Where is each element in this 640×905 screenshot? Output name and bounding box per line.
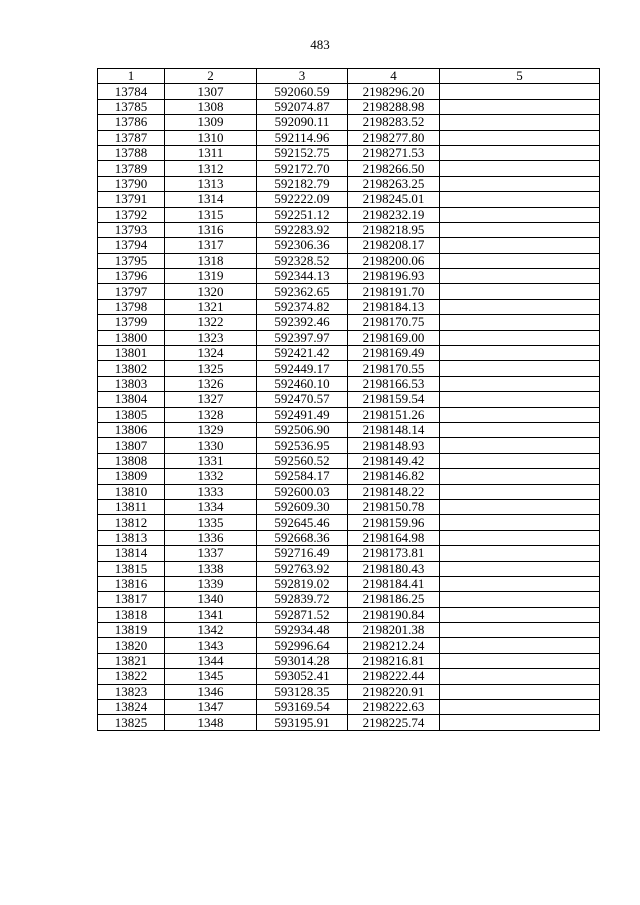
coordinate-y-cell: 2198283.52 bbox=[348, 115, 440, 130]
note-cell bbox=[440, 392, 600, 407]
coordinate-y-cell: 2198148.22 bbox=[348, 484, 440, 499]
coordinate-y-cell: 2198148.14 bbox=[348, 422, 440, 437]
note-cell bbox=[440, 546, 600, 561]
object-number-cell: 1323 bbox=[165, 330, 257, 345]
note-cell bbox=[440, 623, 600, 638]
point-number-cell: 13811 bbox=[98, 499, 165, 514]
note-cell bbox=[440, 669, 600, 684]
point-number-cell: 13824 bbox=[98, 700, 165, 715]
coordinate-y-cell: 2198216.81 bbox=[348, 653, 440, 668]
coordinate-x-cell: 592074.87 bbox=[257, 99, 348, 114]
point-number-cell: 13798 bbox=[98, 299, 165, 314]
note-cell bbox=[440, 207, 600, 222]
coordinate-x-cell: 592152.75 bbox=[257, 145, 348, 160]
object-number-cell: 1347 bbox=[165, 700, 257, 715]
note-cell bbox=[440, 438, 600, 453]
point-number-cell: 13792 bbox=[98, 207, 165, 222]
object-number-cell: 1336 bbox=[165, 530, 257, 545]
table-row bbox=[98, 422, 600, 437]
point-number-cell: 13817 bbox=[98, 592, 165, 607]
coordinate-y-cell: 2198180.43 bbox=[348, 561, 440, 576]
point-number-cell: 13806 bbox=[98, 422, 165, 437]
table-row bbox=[98, 484, 600, 499]
point-number-cell: 13785 bbox=[98, 99, 165, 114]
coordinate-y-cell: 2198184.13 bbox=[348, 299, 440, 314]
table-row bbox=[98, 407, 600, 422]
object-number-cell: 1337 bbox=[165, 546, 257, 561]
coordinate-x-cell: 592819.02 bbox=[257, 576, 348, 591]
object-number-cell: 1309 bbox=[165, 115, 257, 130]
coordinate-x-cell: 592421.42 bbox=[257, 346, 348, 361]
note-cell bbox=[440, 238, 600, 253]
object-number-cell: 1332 bbox=[165, 469, 257, 484]
column-header-3: 3 bbox=[257, 69, 348, 84]
note-cell bbox=[440, 422, 600, 437]
point-number-cell: 13799 bbox=[98, 315, 165, 330]
point-number-cell: 13797 bbox=[98, 284, 165, 299]
coordinate-y-cell: 2198149.42 bbox=[348, 453, 440, 468]
table-row bbox=[98, 607, 600, 622]
point-number-cell: 13812 bbox=[98, 515, 165, 530]
table-row bbox=[98, 253, 600, 268]
coordinate-y-cell: 2198222.63 bbox=[348, 700, 440, 715]
object-number-cell: 1312 bbox=[165, 161, 257, 176]
note-cell bbox=[440, 299, 600, 314]
coordinate-x-cell: 593014.28 bbox=[257, 653, 348, 668]
coordinate-x-cell: 592328.52 bbox=[257, 253, 348, 268]
object-number-cell: 1315 bbox=[165, 207, 257, 222]
page-number: 483 bbox=[310, 37, 330, 52]
column-header-5: 5 bbox=[440, 69, 600, 84]
coordinate-x-cell: 592560.52 bbox=[257, 453, 348, 468]
point-number-cell: 13795 bbox=[98, 253, 165, 268]
object-number-cell: 1344 bbox=[165, 653, 257, 668]
coordinates-table bbox=[97, 68, 600, 731]
note-cell bbox=[440, 607, 600, 622]
coordinate-y-cell: 2198271.53 bbox=[348, 145, 440, 160]
note-cell bbox=[440, 130, 600, 145]
object-number-cell: 1307 bbox=[165, 84, 257, 99]
coordinate-y-cell: 2198148.93 bbox=[348, 438, 440, 453]
coordinate-x-cell: 592491.49 bbox=[257, 407, 348, 422]
table-row bbox=[98, 99, 600, 114]
object-number-cell: 1345 bbox=[165, 669, 257, 684]
note-cell bbox=[440, 700, 600, 715]
coordinate-x-cell: 592182.79 bbox=[257, 176, 348, 191]
point-number-cell: 13787 bbox=[98, 130, 165, 145]
table-row bbox=[98, 623, 600, 638]
coordinate-x-cell: 592609.30 bbox=[257, 499, 348, 514]
table-row bbox=[98, 376, 600, 391]
coordinate-y-cell: 2198186.25 bbox=[348, 592, 440, 607]
table-row bbox=[98, 222, 600, 237]
coordinate-y-cell: 2198222.44 bbox=[348, 669, 440, 684]
coordinate-x-cell: 592306.36 bbox=[257, 238, 348, 253]
object-number-cell: 1325 bbox=[165, 361, 257, 376]
object-number-cell: 1316 bbox=[165, 222, 257, 237]
point-number-cell: 13790 bbox=[98, 176, 165, 191]
coordinate-y-cell: 2198173.81 bbox=[348, 546, 440, 561]
object-number-cell: 1348 bbox=[165, 715, 257, 730]
coordinate-y-cell: 2198225.74 bbox=[348, 715, 440, 730]
note-cell bbox=[440, 638, 600, 653]
coordinate-y-cell: 2198218.95 bbox=[348, 222, 440, 237]
object-number-cell: 1308 bbox=[165, 99, 257, 114]
coordinate-x-cell: 592996.64 bbox=[257, 638, 348, 653]
object-number-cell: 1310 bbox=[165, 130, 257, 145]
note-cell bbox=[440, 484, 600, 499]
table-row bbox=[98, 176, 600, 191]
column-header-2: 2 bbox=[165, 69, 257, 84]
coordinate-x-cell: 592114.96 bbox=[257, 130, 348, 145]
object-number-cell: 1341 bbox=[165, 607, 257, 622]
point-number-cell: 13818 bbox=[98, 607, 165, 622]
note-cell bbox=[440, 515, 600, 530]
table-row bbox=[98, 207, 600, 222]
table-row bbox=[98, 546, 600, 561]
note-cell bbox=[440, 84, 600, 99]
point-number-cell: 13810 bbox=[98, 484, 165, 499]
point-number-cell: 13815 bbox=[98, 561, 165, 576]
object-number-cell: 1313 bbox=[165, 176, 257, 191]
coordinate-x-cell: 592392.46 bbox=[257, 315, 348, 330]
coordinate-x-cell: 592839.72 bbox=[257, 592, 348, 607]
table-row bbox=[98, 638, 600, 653]
point-number-cell: 13788 bbox=[98, 145, 165, 160]
point-number-cell: 13808 bbox=[98, 453, 165, 468]
coordinate-x-cell: 592600.03 bbox=[257, 484, 348, 499]
note-cell bbox=[440, 684, 600, 699]
coordinate-y-cell: 2198170.75 bbox=[348, 315, 440, 330]
coordinate-x-cell: 593169.54 bbox=[257, 700, 348, 715]
note-cell bbox=[440, 715, 600, 730]
note-cell bbox=[440, 222, 600, 237]
coordinate-x-cell: 592645.46 bbox=[257, 515, 348, 530]
object-number-cell: 1338 bbox=[165, 561, 257, 576]
table-row bbox=[98, 315, 600, 330]
point-number-cell: 13823 bbox=[98, 684, 165, 699]
coordinate-x-cell: 592172.70 bbox=[257, 161, 348, 176]
table-row bbox=[98, 576, 600, 591]
point-number-cell: 13786 bbox=[98, 115, 165, 130]
table-row bbox=[98, 192, 600, 207]
table-row bbox=[98, 145, 600, 160]
coordinate-x-cell: 592470.57 bbox=[257, 392, 348, 407]
note-cell bbox=[440, 576, 600, 591]
coordinate-x-cell: 592397.97 bbox=[257, 330, 348, 345]
column-header-4: 4 bbox=[348, 69, 440, 84]
object-number-cell: 1343 bbox=[165, 638, 257, 653]
note-cell bbox=[440, 99, 600, 114]
coordinate-y-cell: 2198190.84 bbox=[348, 607, 440, 622]
coordinate-x-cell: 592871.52 bbox=[257, 607, 348, 622]
table-row bbox=[98, 392, 600, 407]
point-number-cell: 13814 bbox=[98, 546, 165, 561]
table-row bbox=[98, 453, 600, 468]
note-cell bbox=[440, 330, 600, 345]
object-number-cell: 1334 bbox=[165, 499, 257, 514]
coordinate-y-cell: 2198169.49 bbox=[348, 346, 440, 361]
note-cell bbox=[440, 176, 600, 191]
table-row bbox=[98, 161, 600, 176]
object-number-cell: 1314 bbox=[165, 192, 257, 207]
object-number-cell: 1311 bbox=[165, 145, 257, 160]
coordinate-y-cell: 2198277.80 bbox=[348, 130, 440, 145]
point-number-cell: 13807 bbox=[98, 438, 165, 453]
table-row bbox=[98, 700, 600, 715]
coordinate-y-cell: 2198184.41 bbox=[348, 576, 440, 591]
table-row bbox=[98, 561, 600, 576]
object-number-cell: 1321 bbox=[165, 299, 257, 314]
note-cell bbox=[440, 376, 600, 391]
note-cell bbox=[440, 145, 600, 160]
coordinate-x-cell: 592668.36 bbox=[257, 530, 348, 545]
coordinate-y-cell: 2198288.98 bbox=[348, 99, 440, 114]
coordinate-y-cell: 2198146.82 bbox=[348, 469, 440, 484]
coordinate-y-cell: 2198232.19 bbox=[348, 207, 440, 222]
point-number-cell: 13796 bbox=[98, 269, 165, 284]
coordinate-y-cell: 2198266.50 bbox=[348, 161, 440, 176]
coordinate-x-cell: 592344.13 bbox=[257, 269, 348, 284]
object-number-cell: 1342 bbox=[165, 623, 257, 638]
point-number-cell: 13784 bbox=[98, 84, 165, 99]
coordinate-x-cell: 592460.10 bbox=[257, 376, 348, 391]
point-number-cell: 13825 bbox=[98, 715, 165, 730]
coordinate-x-cell: 593195.91 bbox=[257, 715, 348, 730]
note-cell bbox=[440, 161, 600, 176]
coordinate-y-cell: 2198159.96 bbox=[348, 515, 440, 530]
object-number-cell: 1326 bbox=[165, 376, 257, 391]
point-number-cell: 13789 bbox=[98, 161, 165, 176]
note-cell bbox=[440, 315, 600, 330]
object-number-cell: 1327 bbox=[165, 392, 257, 407]
note-cell bbox=[440, 407, 600, 422]
coordinate-x-cell: 592362.65 bbox=[257, 284, 348, 299]
coordinate-x-cell: 592283.92 bbox=[257, 222, 348, 237]
point-number-cell: 13803 bbox=[98, 376, 165, 391]
table-row bbox=[98, 115, 600, 130]
point-number-cell: 13804 bbox=[98, 392, 165, 407]
object-number-cell: 1319 bbox=[165, 269, 257, 284]
note-cell bbox=[440, 653, 600, 668]
point-number-cell: 13802 bbox=[98, 361, 165, 376]
table-row bbox=[98, 361, 600, 376]
coordinate-x-cell: 592060.59 bbox=[257, 84, 348, 99]
coordinate-y-cell: 2198208.17 bbox=[348, 238, 440, 253]
coordinate-y-cell: 2198263.25 bbox=[348, 176, 440, 191]
coordinate-y-cell: 2198151.26 bbox=[348, 407, 440, 422]
object-number-cell: 1333 bbox=[165, 484, 257, 499]
table-row bbox=[98, 238, 600, 253]
point-number-cell: 13819 bbox=[98, 623, 165, 638]
table-row bbox=[98, 499, 600, 514]
coordinate-y-cell: 2198201.38 bbox=[348, 623, 440, 638]
coordinate-x-cell: 592934.48 bbox=[257, 623, 348, 638]
coordinate-y-cell: 2198220.91 bbox=[348, 684, 440, 699]
object-number-cell: 1331 bbox=[165, 453, 257, 468]
coordinate-y-cell: 2198191.70 bbox=[348, 284, 440, 299]
note-cell bbox=[440, 284, 600, 299]
object-number-cell: 1320 bbox=[165, 284, 257, 299]
point-number-cell: 13809 bbox=[98, 469, 165, 484]
table-row bbox=[98, 299, 600, 314]
note-cell bbox=[440, 469, 600, 484]
table-row bbox=[98, 330, 600, 345]
point-number-cell: 13820 bbox=[98, 638, 165, 653]
coordinate-x-cell: 592449.17 bbox=[257, 361, 348, 376]
table-row bbox=[98, 669, 600, 684]
coordinate-x-cell: 593128.35 bbox=[257, 684, 348, 699]
table-header-row bbox=[98, 69, 600, 84]
object-number-cell: 1330 bbox=[165, 438, 257, 453]
object-number-cell: 1340 bbox=[165, 592, 257, 607]
note-cell bbox=[440, 253, 600, 268]
table-row bbox=[98, 346, 600, 361]
object-number-cell: 1324 bbox=[165, 346, 257, 361]
table-row bbox=[98, 284, 600, 299]
note-cell bbox=[440, 115, 600, 130]
point-number-cell: 13813 bbox=[98, 530, 165, 545]
object-number-cell: 1346 bbox=[165, 684, 257, 699]
coordinate-y-cell: 2198159.54 bbox=[348, 392, 440, 407]
table-row bbox=[98, 269, 600, 284]
point-number-cell: 13800 bbox=[98, 330, 165, 345]
table-row bbox=[98, 84, 600, 99]
coordinate-x-cell: 592716.49 bbox=[257, 546, 348, 561]
table-row bbox=[98, 530, 600, 545]
column-header-1: 1 bbox=[98, 69, 165, 84]
coordinate-x-cell: 592251.12 bbox=[257, 207, 348, 222]
coordinate-x-cell: 592536.95 bbox=[257, 438, 348, 453]
note-cell bbox=[440, 361, 600, 376]
point-number-cell: 13821 bbox=[98, 653, 165, 668]
point-number-cell: 13794 bbox=[98, 238, 165, 253]
coordinate-y-cell: 2198166.53 bbox=[348, 376, 440, 391]
coordinate-x-cell: 592763.92 bbox=[257, 561, 348, 576]
table-row bbox=[98, 684, 600, 699]
table-row bbox=[98, 130, 600, 145]
table-row bbox=[98, 715, 600, 730]
note-cell bbox=[440, 269, 600, 284]
object-number-cell: 1329 bbox=[165, 422, 257, 437]
table-row bbox=[98, 653, 600, 668]
coordinate-x-cell: 592506.90 bbox=[257, 422, 348, 437]
table-row bbox=[98, 592, 600, 607]
coordinate-y-cell: 2198169.00 bbox=[348, 330, 440, 345]
table-row bbox=[98, 469, 600, 484]
note-cell bbox=[440, 530, 600, 545]
object-number-cell: 1339 bbox=[165, 576, 257, 591]
point-number-cell: 13801 bbox=[98, 346, 165, 361]
note-cell bbox=[440, 561, 600, 576]
table-row bbox=[98, 438, 600, 453]
note-cell bbox=[440, 592, 600, 607]
note-cell bbox=[440, 453, 600, 468]
point-number-cell: 13793 bbox=[98, 222, 165, 237]
note-cell bbox=[440, 192, 600, 207]
object-number-cell: 1317 bbox=[165, 238, 257, 253]
note-cell bbox=[440, 346, 600, 361]
coordinate-y-cell: 2198150.78 bbox=[348, 499, 440, 514]
coordinate-y-cell: 2198245.01 bbox=[348, 192, 440, 207]
coordinate-y-cell: 2198200.06 bbox=[348, 253, 440, 268]
object-number-cell: 1322 bbox=[165, 315, 257, 330]
point-number-cell: 13791 bbox=[98, 192, 165, 207]
point-number-cell: 13805 bbox=[98, 407, 165, 422]
coordinate-y-cell: 2198212.24 bbox=[348, 638, 440, 653]
coordinate-y-cell: 2198196.93 bbox=[348, 269, 440, 284]
coordinate-y-cell: 2198164.98 bbox=[348, 530, 440, 545]
table-body bbox=[98, 84, 600, 730]
coordinate-y-cell: 2198170.55 bbox=[348, 361, 440, 376]
note-cell bbox=[440, 499, 600, 514]
object-number-cell: 1318 bbox=[165, 253, 257, 268]
table-row bbox=[98, 515, 600, 530]
coordinate-x-cell: 593052.41 bbox=[257, 669, 348, 684]
coordinate-x-cell: 592374.82 bbox=[257, 299, 348, 314]
coordinate-y-cell: 2198296.20 bbox=[348, 84, 440, 99]
coordinate-x-cell: 592090.11 bbox=[257, 115, 348, 130]
point-number-cell: 13816 bbox=[98, 576, 165, 591]
object-number-cell: 1328 bbox=[165, 407, 257, 422]
object-number-cell: 1335 bbox=[165, 515, 257, 530]
coordinate-x-cell: 592584.17 bbox=[257, 469, 348, 484]
point-number-cell: 13822 bbox=[98, 669, 165, 684]
coordinate-x-cell: 592222.09 bbox=[257, 192, 348, 207]
